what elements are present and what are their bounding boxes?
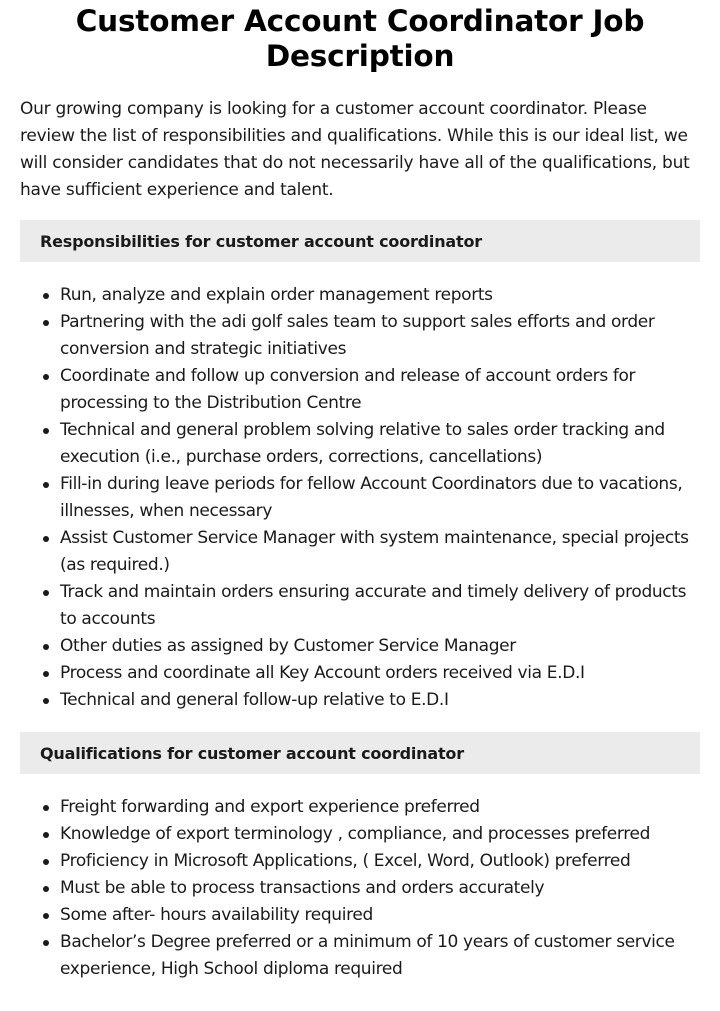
list-item: Other duties as assigned by Customer Service Manager xyxy=(60,633,700,660)
list-item: Must be able to process transactions and orders accurately xyxy=(60,875,700,902)
list-item: Proficiency in Microsoft Applications, ( Excel, Word, Outlook) preferred xyxy=(60,848,700,875)
page-title: Customer Account Coordinator Job Description xyxy=(75,4,645,73)
list-item: Run, analyze and explain order management reports xyxy=(60,282,700,309)
list-item: Assist Customer Service Manager with system maintenance, special projects (as required.) xyxy=(60,525,700,579)
list-item: Bachelor’s Degree preferred or a minimum of 10 years of customer service experience, High School diploma required xyxy=(60,929,700,983)
list-item: Track and maintain orders ensuring accurate and timely delivery of products to accounts xyxy=(60,579,700,633)
intro-paragraph: Our growing company is looking for a customer account coordinator. Please review the list of responsibilities and qualifications. While this is our ideal list, we will consider candidates that do not necessarily have all of the qualifications, but have sufficient experience and talent. xyxy=(20,99,690,200)
list-item: Some after- hours availability required xyxy=(60,902,700,929)
responsibilities-list xyxy=(20,282,700,714)
list-item: Process and coordinate all Key Account orders received via E.D.I xyxy=(60,660,700,687)
list-item: Fill-in during leave periods for fellow Account Coordinators due to vacations, illnesses, when necessary xyxy=(60,471,700,525)
list-item: Technical and general problem solving relative to sales order tracking and execution (i.e., purchase orders, corrections, cancellations) xyxy=(60,417,700,471)
qualifications-list xyxy=(20,794,700,983)
qualifications-heading: Qualifications for customer account coordinator xyxy=(20,732,700,774)
list-item: Partnering with the adi golf sales team to support sales efforts and order conversion and strategic initiatives xyxy=(60,309,700,363)
list-item: Coordinate and follow up conversion and release of account orders for processing to the Distribution Centre xyxy=(60,363,700,417)
responsibilities-heading: Responsibilities for customer account coordinator xyxy=(20,220,700,262)
list-item: Freight forwarding and export experience preferred xyxy=(60,794,700,821)
list-item: Technical and general follow-up relative to E.D.I xyxy=(60,687,700,714)
list-item: Knowledge of export terminology , compliance, and processes preferred xyxy=(60,821,700,848)
